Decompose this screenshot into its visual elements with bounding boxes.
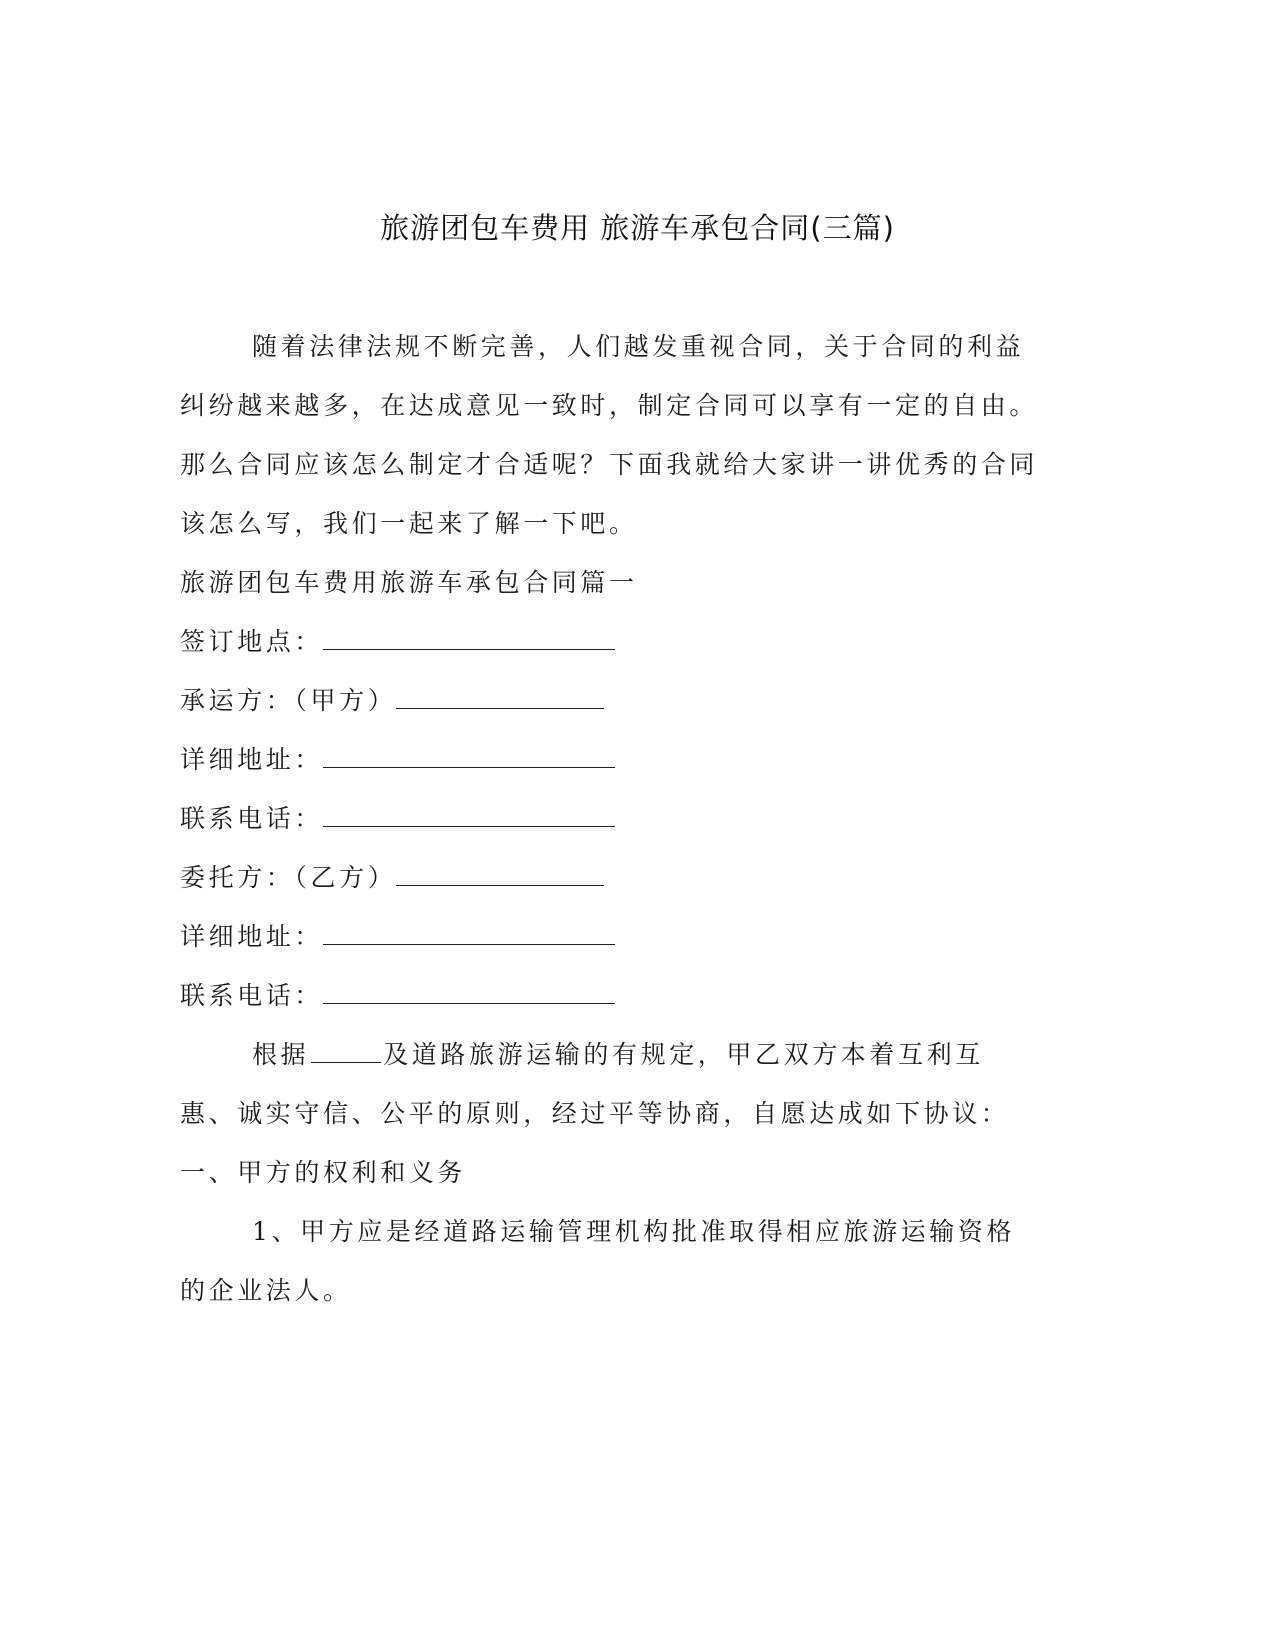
- field-label: 详细地址：: [180, 922, 324, 951]
- blank-line: [311, 1040, 381, 1063]
- document-title: 旅游团包车费用 旅游车承包合同(三篇): [380, 211, 895, 245]
- blank-line: [323, 804, 615, 827]
- blank-line: [323, 745, 615, 768]
- field-carrier-address: [180, 730, 1040, 789]
- field-label: 承运方：（甲方）: [180, 686, 397, 715]
- field-client-phone: [180, 966, 1040, 1025]
- basis-prefix: 根据: [252, 1040, 310, 1069]
- clause-1: 1、甲方应是经道路运输管理机构批准取得相应旅游运输资格的企业法人。: [180, 1217, 1016, 1305]
- field-label: 联系电话：: [180, 804, 324, 833]
- intro-paragraph: 随着法律法规不断完善，人们越发重视合同，关于合同的利益纠纷越来越多，在达成意见一致时，制定合同可以享有一定的自由。那么合同应该怎么制定才合适呢？下面我就给大家讲一讲优秀的合同该怎么写，我们一起来了解一下吧。: [180, 332, 1039, 538]
- basis-suffix: 及道路旅游运输的有规定，甲乙双方本着互利互惠、诚实守信、公平的原则，经过平等协商，自愿达成如下协议：: [180, 1040, 1010, 1128]
- field-signing-place: [180, 612, 1040, 671]
- blank-line: [396, 863, 604, 886]
- document-body: [180, 317, 1040, 1320]
- field-client-address: [180, 907, 1040, 966]
- field-label: 签订地点：: [180, 627, 324, 656]
- field-carrier-phone: [180, 789, 1040, 848]
- blank-line: [323, 981, 615, 1004]
- basis-paragraph: [180, 1025, 1040, 1143]
- field-client: [180, 848, 1040, 907]
- blank-line: [323, 627, 615, 650]
- section-heading: 旅游团包车费用旅游车承包合同篇一: [180, 568, 638, 597]
- blank-line: [396, 686, 604, 709]
- field-label: 委托方：（乙方）: [180, 863, 397, 892]
- field-label: 联系电话：: [180, 981, 324, 1010]
- field-label: 详细地址：: [180, 745, 324, 774]
- field-carrier: [180, 671, 1040, 730]
- clause-heading: 一、甲方的权利和义务: [180, 1158, 467, 1187]
- blank-line: [323, 922, 615, 945]
